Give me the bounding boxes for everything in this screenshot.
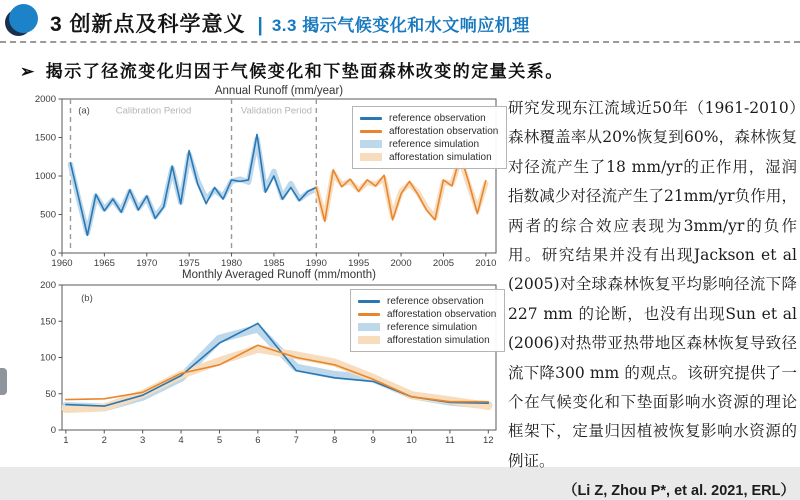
chart-annotation: Validation Period [240, 105, 313, 117]
legend-label: reference simulation [387, 321, 478, 333]
monthly-chart-legend [350, 289, 505, 352]
x-tick-label: 5 [216, 435, 223, 446]
legend-line-swatch-icon [360, 117, 382, 120]
chart-annotation: Calibration Period [115, 105, 192, 117]
y-tick-label: 1000 [34, 171, 56, 182]
x-tick-label: 11 [444, 435, 455, 446]
x-tick-label: 1995 [348, 258, 370, 269]
x-tick-label: 1965 [93, 258, 115, 269]
legend-label: reference observation [389, 112, 486, 124]
x-tick-label: 2010 [475, 258, 497, 269]
legend-item [358, 308, 496, 320]
x-tick-label: 9 [370, 435, 376, 446]
x-tick-label: 8 [332, 435, 338, 446]
legend-item [360, 151, 498, 163]
annual-chart-legend [352, 106, 507, 169]
chart-title: Monthly Averaged Runoff (mm/month) [182, 269, 376, 281]
arrow-bullet-icon: ➢ [20, 62, 36, 81]
title-divider: | [257, 15, 263, 36]
y-tick-label: 50 [45, 388, 56, 400]
x-tick-label: 6 [255, 435, 261, 446]
x-tick-label: 1990 [305, 258, 327, 269]
side-scroll-handle[interactable] [0, 368, 7, 395]
legend-line-swatch-icon [358, 313, 380, 316]
y-tick-label: 1500 [34, 132, 56, 144]
y-tick-label: 200 [40, 280, 56, 291]
x-tick-label: 10 [406, 435, 417, 446]
legend-label: afforestation simulation [387, 334, 490, 346]
x-tick-label: 7 [293, 435, 299, 446]
x-tick-label: 1 [63, 435, 69, 446]
legend-item [358, 334, 496, 346]
chart-annotation: (a) [78, 105, 90, 117]
chart-annotation: (b) [81, 292, 93, 304]
header-bullet-circle-icon [9, 4, 38, 33]
legend-item [360, 138, 498, 150]
legend-item [358, 321, 496, 333]
x-tick-label: 2000 [390, 258, 412, 269]
y-tick-label: 0 [50, 248, 56, 259]
x-tick-label: 1970 [136, 258, 158, 269]
legend-label: reference simulation [389, 138, 480, 150]
y-tick-label: 0 [50, 425, 56, 436]
legend-item [360, 125, 498, 137]
legend-band-swatch-icon [360, 153, 382, 161]
slide-header [0, 0, 800, 43]
legend-label: reference observation [387, 295, 484, 307]
x-tick-label: 2 [101, 435, 107, 446]
legend-line-swatch-icon [360, 130, 382, 133]
legend-band-swatch-icon [358, 336, 380, 344]
legend-line-swatch-icon [358, 300, 380, 303]
legend-label: afforestation observation [387, 308, 497, 320]
x-tick-label: 1975 [178, 258, 200, 269]
x-tick-label: 1980 [220, 258, 243, 269]
legend-label: afforestation simulation [389, 151, 492, 163]
findings-text-panel [508, 94, 797, 500]
y-tick-label: 100 [40, 352, 56, 364]
section-subtitle: 3.3 揭示气候变化和水文响应机理 [271, 16, 530, 35]
x-tick-label: 4 [178, 435, 184, 446]
legend-item [360, 112, 498, 124]
y-tick-label: 500 [40, 209, 56, 221]
afforestation-simulation-series [66, 349, 489, 409]
findings-paragraph: 研究发现东江流域近50年（1961-2010）森林覆盖率从20%恢复到60%，森林恢复对径流产生了18 mm/yr的正作用，湿润指数减少对径流产生了21mm/yr负作用，两者的综合效应表现为3mm/yr的负作用。研究结果并没有出现Jackson et al (2005)对全球森林恢复平均影响径流下降227 mm 的论断，也没有出现Sun et al (2006)对热带亚热带地区森林恢复导致径流下降300 mm 的观点。该研究提供了一个在气候变化和下垫面影响水资源的理论框架下，定量归因植被恢复影响水资源的例证。 [508, 99, 797, 470]
citation: （Li Z, Zhou P*, et al. 2021, ERL） [562, 483, 795, 500]
legend-label: afforestation observation [389, 125, 499, 137]
key-finding-bullet [20, 57, 564, 82]
x-tick-label: 3 [140, 435, 146, 446]
legend-item [358, 295, 496, 307]
key-finding-text: 揭示了径流变化归因于气候变化和下垫面森林改变的定量关系。 [45, 62, 564, 82]
legend-band-swatch-icon [360, 140, 382, 148]
x-tick-label: 1960 [51, 258, 73, 269]
x-tick-label: 1985 [263, 258, 285, 269]
header-title-row [50, 8, 530, 38]
x-tick-label: 12 [483, 435, 494, 446]
legend-band-swatch-icon [358, 323, 380, 331]
y-tick-label: 150 [40, 316, 56, 328]
section-title: 3 创新点及科学意义 [50, 13, 246, 36]
x-tick-label: 2005 [432, 258, 455, 269]
reference-simulation-series [71, 139, 317, 233]
chart-title: Annual Runoff (mm/year) [214, 85, 344, 97]
y-tick-label: 2000 [34, 94, 56, 105]
